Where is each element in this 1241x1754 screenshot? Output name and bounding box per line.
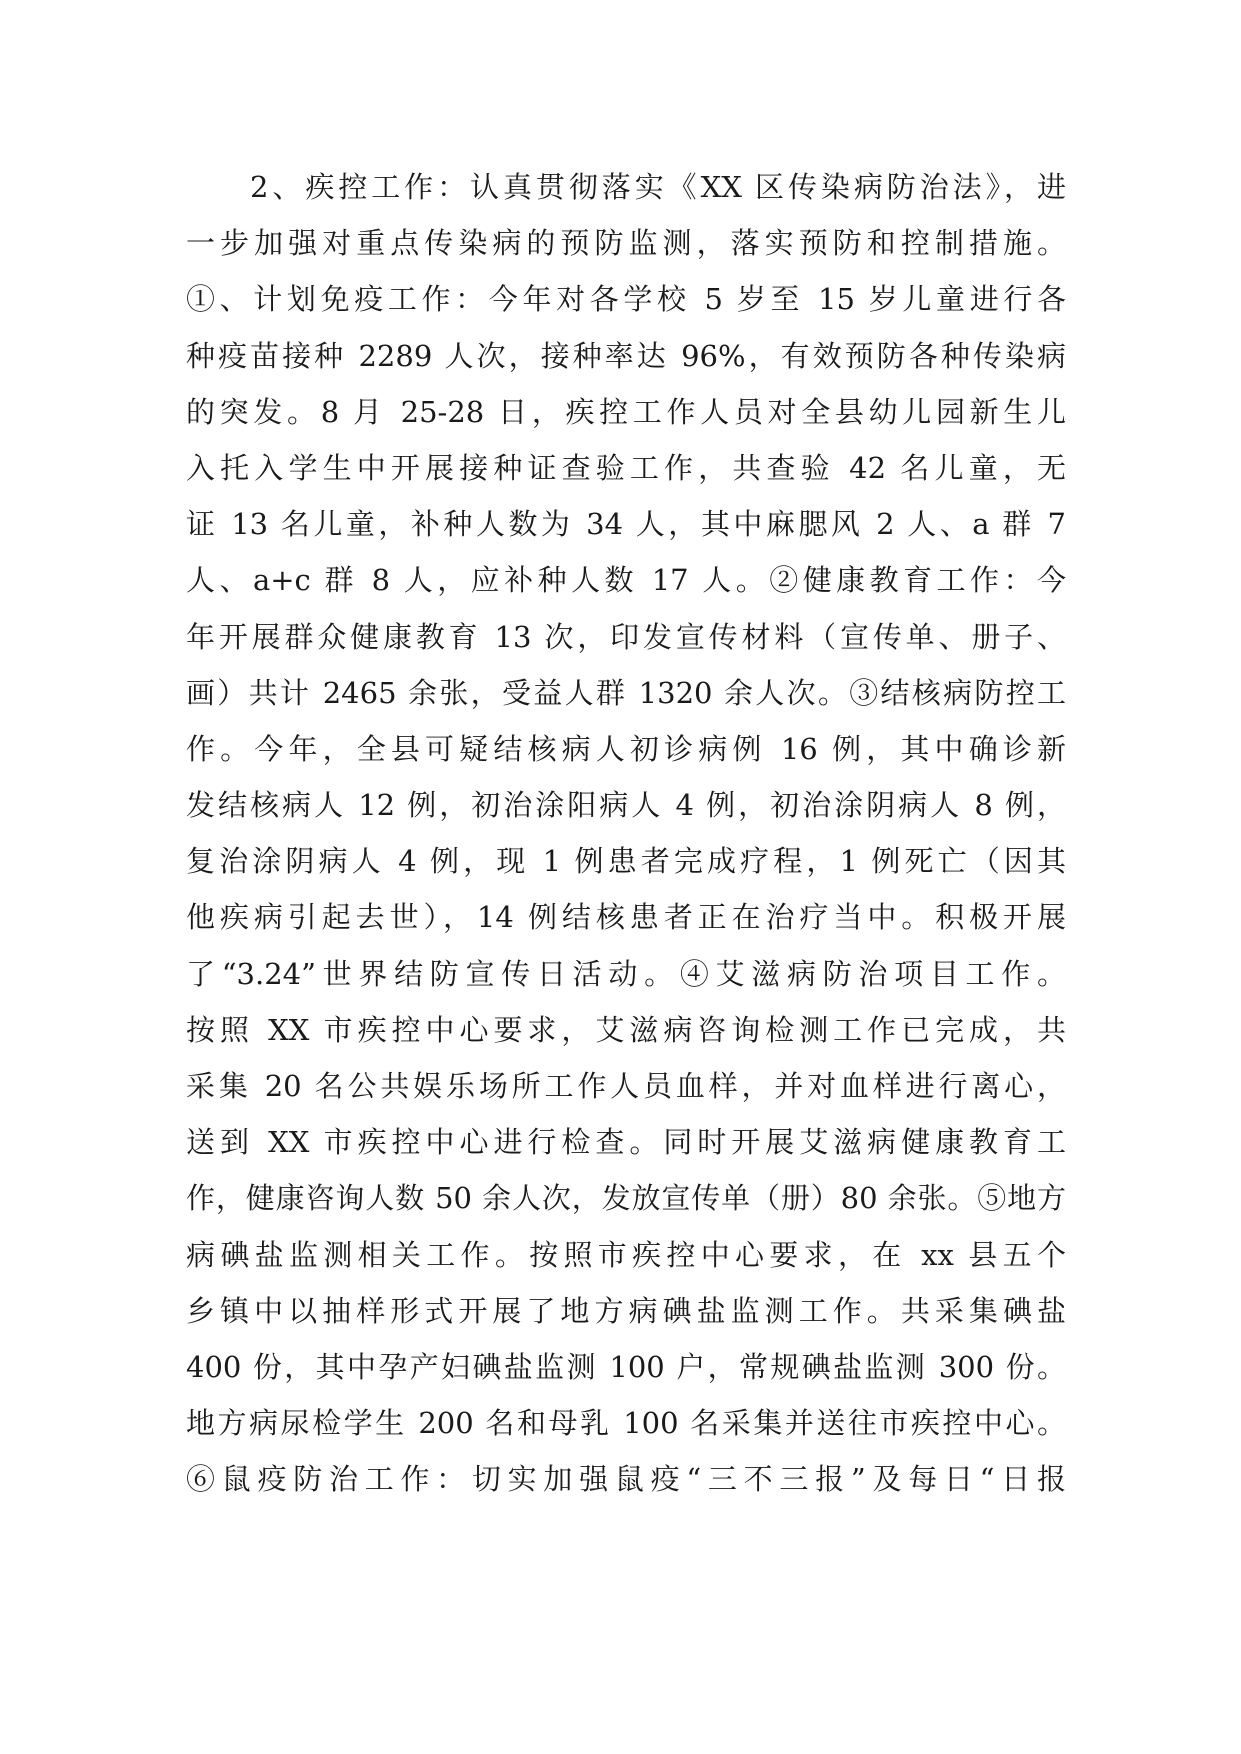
text-line: 采集 20 名公共娱乐场所工作人员血样，并对血样进行离心， bbox=[186, 1069, 1066, 1103]
text-line: 一步加强对重点传染病的预防监测，落实预防和控制措施。 bbox=[186, 226, 1066, 261]
text-line: 画）共计 2465 余张，受益人群 1320 余人次。③结核病防控工 bbox=[186, 675, 1066, 710]
body-paragraph bbox=[186, 159, 1066, 1508]
text-line: 作。今年，全县可疑结核病人初诊病例 16 例，其中确诊新 bbox=[186, 731, 1066, 766]
text-line: 年开展群众健康教育 13 次，印发宣传材料（宣传单、册子、 bbox=[186, 619, 1066, 654]
text-line: ⑥鼠疫防治工作：切实加强鼠疫“三不三报”及每日“日报 bbox=[186, 1462, 1066, 1497]
text-line: 送到 XX 市疾控中心进行检查。同时开展艾滋病健康教育工 bbox=[186, 1125, 1066, 1160]
text-line: 按照 XX 市疾控中心要求，艾滋病咨询检测工作已完成，共 bbox=[186, 1012, 1066, 1047]
text-line: ①、计划免疫工作：今年对各学校 5 岁至 15 岁儿童进行各 bbox=[186, 282, 1066, 317]
text-line: 400 份，其中孕产妇碘盐监测 100 户，常规碘盐监测 300 份。 bbox=[186, 1349, 1066, 1384]
text-line: 的突发。8 月 25-28 日，疾控工作人员对全县幼儿园新生儿 bbox=[186, 394, 1066, 429]
text-line: 证 13 名儿童，补种人数为 34 人，其中麻腮风 2 人、a 群 7 bbox=[186, 507, 1066, 542]
text-line: 作，健康咨询人数 50 余人次，发放宣传单（册）80 余张。⑤地方 bbox=[186, 1181, 1066, 1216]
text-line: 了“3.24”世界结防宣传日活动。④艾滋病防治项目工作。 bbox=[186, 956, 1066, 991]
text-line: 病碘盐监测相关工作。按照市疾控中心要求，在 xx 县五个 bbox=[186, 1237, 1066, 1272]
text-line: 2、疾控工作：认真贯彻落实《XX 区传染病防治法》，进 bbox=[250, 170, 1066, 204]
text-line: 人、a+c 群 8 人，应补种人数 17 人。②健康教育工作：今 bbox=[186, 563, 1066, 598]
text-line: 地方病尿检学生 200 名和母乳 100 名采集并送往市疾控中心。 bbox=[186, 1406, 1066, 1441]
text-line: 他疾病引起去世），14 例结核患者正在治疗当中。积极开展 bbox=[186, 900, 1066, 935]
text-line: 发结核病人 12 例，初治涂阳病人 4 例，初治涂阴病人 8 例， bbox=[186, 788, 1066, 823]
text-line: 复治涂阴病人 4 例，现 1 例患者完成疗程，1 例死亡（因其 bbox=[186, 844, 1066, 879]
text-line: 种疫苗接种 2289 人次，接种率达 96%，有效预防各种传染病 bbox=[186, 338, 1066, 373]
text-line: 入托入学生中开展接种证查验工作，共查验 42 名儿童，无 bbox=[186, 450, 1066, 485]
text-line: 乡镇中以抽样形式开展了地方病碘盐监测工作。共采集碘盐 bbox=[186, 1293, 1066, 1328]
